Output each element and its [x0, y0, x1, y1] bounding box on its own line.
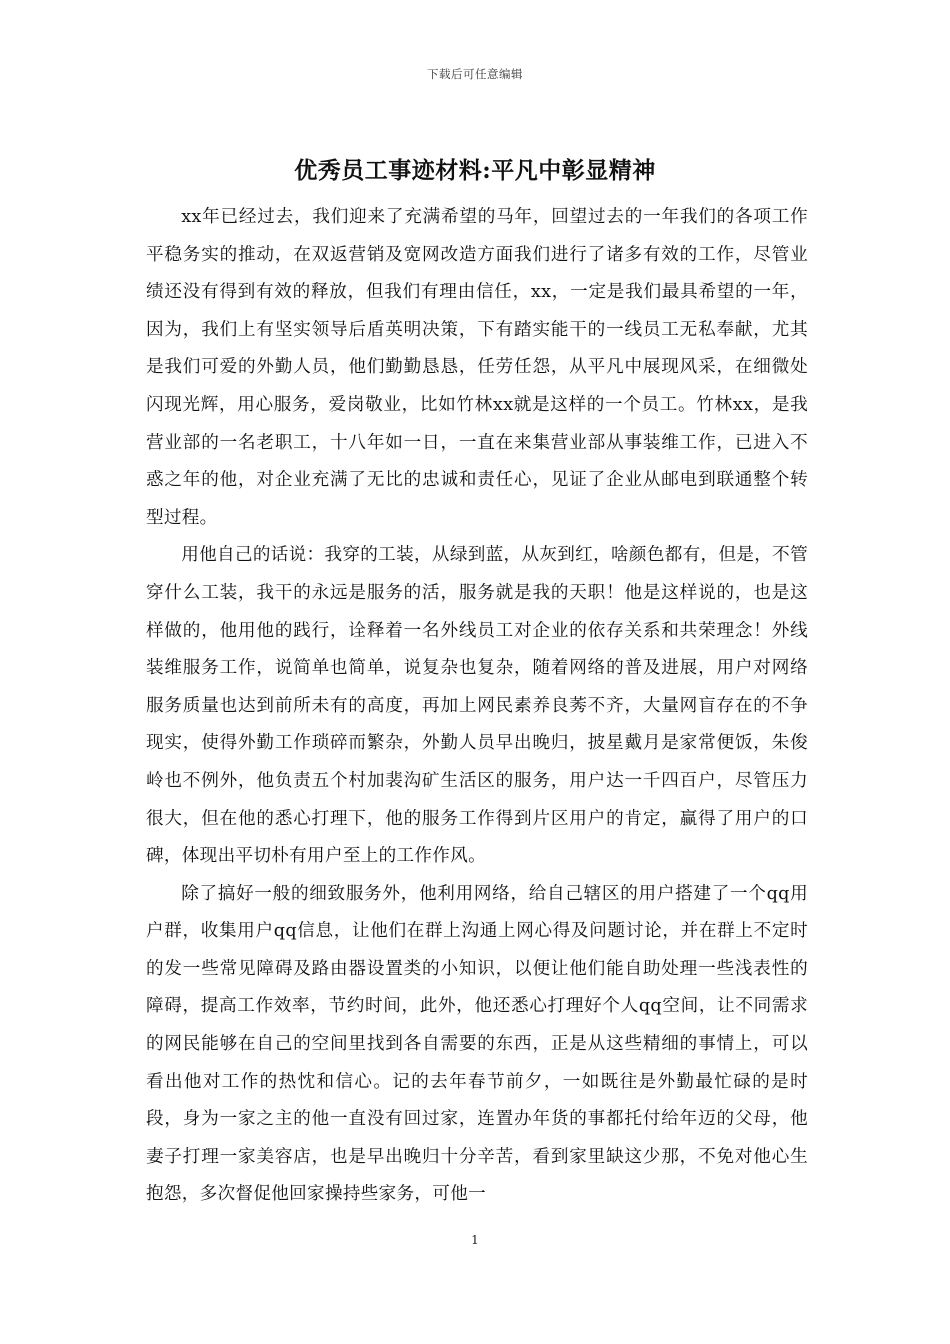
- document-body: [146, 199, 808, 1214]
- paragraph-3: 除了搞好一般的细致服务外，他利用网络，给自己辖区的用户搭建了一个qq用户群，收集用户qq信息，让他们在群上沟通上网心得及问题讨论，并在群上不定时的发一些常见障碍及路由器设置类的小知识，以便让他们能自助处理一些浅表性的障碍，提高工作效率，节约时间，此外，他还悉心打理好个人qq空间，让不同需求的网民能够在自己的空间里找到各自需要的东西，正是从这些精细的事情上，可以看出他对工作的热忱和信心。记的去年春节前夕，一如既往是外勤最忙碌的是时段，身为一家之主的他一直没有回过家，连置办年货的事都托付给年迈的父母，他妻子打理一家美容店，也是早出晚归十分辛苦，看到家里缺这少那，不免对他心生抱怨，多次督促他回家操持些家务，可他一: [146, 883, 808, 1205]
- header-note: 下载后可任意编辑: [427, 67, 523, 81]
- paragraph-1: xx年已经过去，我们迎来了充满希望的马年，回望过去的一年我们的各项工作平稳务实的推动，在双返营销及宽网改造方面我们进行了诸多有效的工作，尽管业绩还没有得到有效的释放，但我们有理由信任，xx，一定是我们最具希望的一年，因为，我们上有坚实领导后盾英明决策，下有踏实能干的一线员工无私奉献，尤其是我们可爱的外勤人员，他们勤勤恳恳，任劳任怨，从平凡中展现风采，在细微处闪现光辉，用心服务，爱岗敬业，比如竹林xx就是这样的一个员工。竹林xx，是我营业部的一名老职工，十八年如一日，一直在来集营业部从事装维工作，已进入不惑之年的他，对企业充满了无比的忠诚和责任心，见证了企业从邮电到联通整个转型过程。: [146, 207, 808, 528]
- page-number: 1: [471, 1233, 479, 1247]
- paragraph-2: 用他自己的话说：我穿的工装，从绿到蓝，从灰到红，啥颜色都有，但是，不管穿什么工装，我干的永远是服务的活，服务就是我的天职！他是这样说的，也是这样做的，他用他的践行，诠释着一名外线员工对企业的依存关系和共荣理念！外线装维服务工作，说简单也简单，说复杂也复杂，随着网络的普及进展，用户对网络服务质量也达到前所未有的高度，再加上网民素养良莠不齐，大量网盲存在的不争现实，使得外勤工作琐碎而繁杂，外勤人员早出晚归，披星戴月是家常便饭，朱俊岭也不例外，他负责五个村加裴沟矿生活区的服务，用户达一千四百户，尽管压力很大，但在他的悉心打理下，他的服务工作得到片区用户的肯定，赢得了用户的口碑，体现出平切朴有用户至上的工作作风。: [146, 545, 808, 867]
- document-title: 优秀员工事迹材料:平凡中彰显精神: [294, 157, 656, 184]
